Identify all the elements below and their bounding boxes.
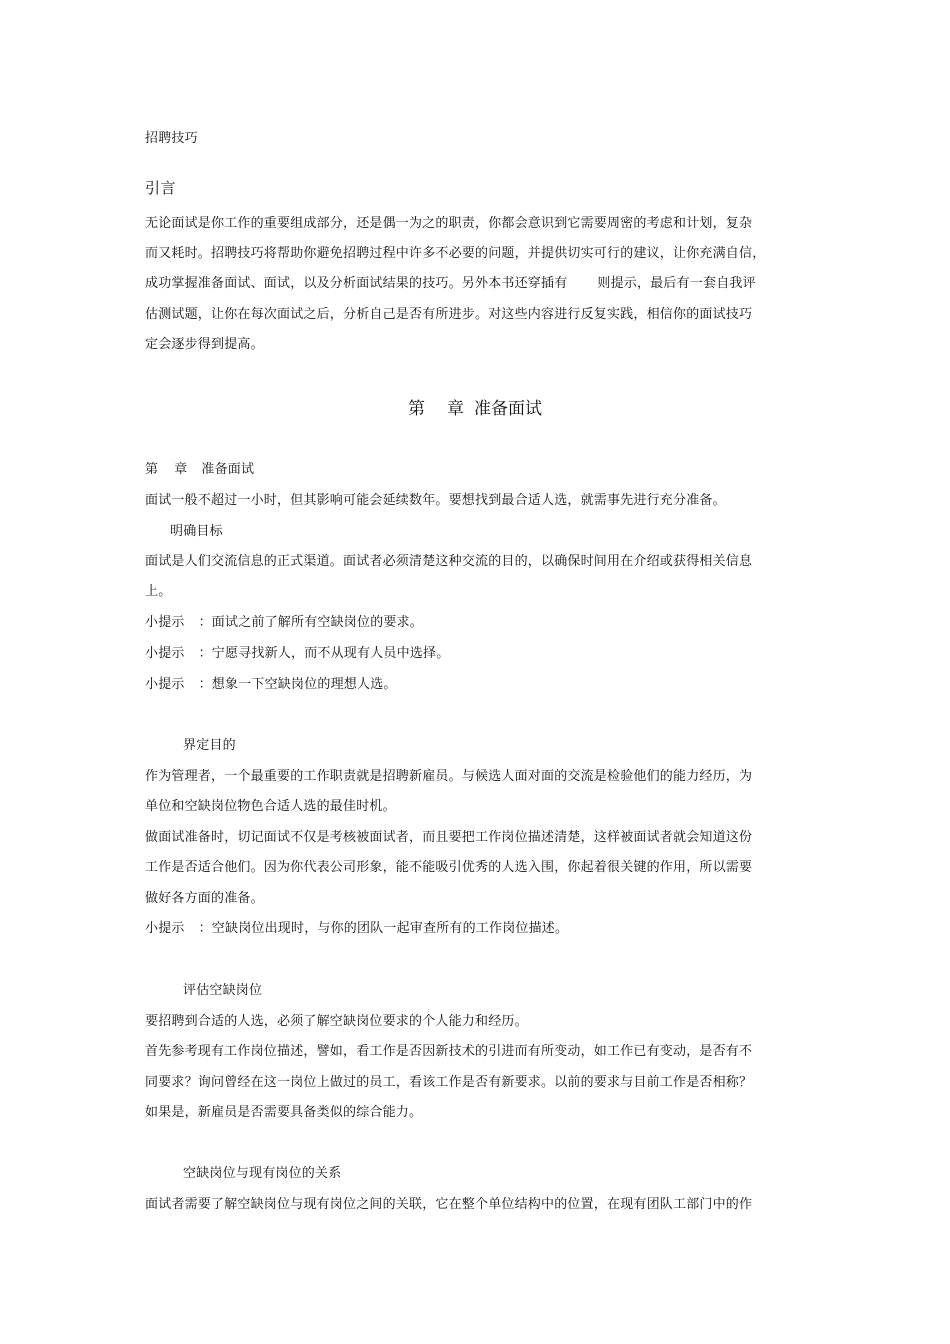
tip-line — [145, 921, 568, 937]
paragraph-line: 做面试准备时，切记面试不仅是考核被面试者，而且要把工作岗位描述清楚，这样被面试者就会知道这份 — [145, 830, 753, 845]
tip-line — [145, 615, 423, 631]
chapter-subheading-part: 章 — [174, 462, 188, 477]
document-title: 招聘技巧 — [145, 131, 198, 146]
tip-text: ：面试之前了解所有空缺岗位的要求。 — [198, 615, 424, 630]
paragraph-line: 同要求？询问曾经在这一岗位上做过的员工，看该工作是否有新要求。以前的要求与目前工作是否相称？ — [145, 1075, 753, 1090]
tip-text: ：宁愿寻找新人，而不从现有人员中选择。 — [198, 646, 450, 661]
paragraph-line: 面试是人们交流信息的正式渠道。面试者必须清楚这种交流的目的，以确保时间用在介绍或获得相关信息 — [145, 554, 753, 569]
chapter-title-part: 准备面试 — [474, 399, 542, 419]
tip-text: ：空缺岗位出现时，与你的团队一起审查所有的工作岗位描述。 — [198, 921, 569, 936]
intro-paragraph-text: 成功掌握准备面试、面试，以及分析面试结果的技巧。另外本书还穿插有 — [145, 276, 568, 291]
chapter-title-part: 章 — [447, 399, 464, 419]
chapter-title-part: 第 — [408, 399, 425, 419]
paragraph-line: 单位和空缺岗位物色合适人选的最佳时机。 — [145, 799, 396, 814]
paragraph-line: 工作是否适合他们。因为你代表公司形象，能不能吸引优秀的人选入围，你起着很关键的作用，所以需要 — [145, 860, 753, 875]
section-heading: 明确目标 — [170, 524, 223, 539]
chapter-subheading-part: 准备面试 — [201, 462, 255, 477]
section-heading: 空缺岗位与现有岗位的关系 — [183, 1166, 342, 1181]
intro-paragraph-line: 而又耗时。招聘技巧将帮助你避免招聘过程中许多不必要的问题，并提供切实可行的建议，让你充满自信， — [145, 246, 766, 261]
intro-paragraph-line: 估测试题，让你在每次面试之后，分析自己是否有所进步。对这些内容进行反复实践，相信你的面试技巧 — [145, 307, 753, 322]
tip-label: 小提示 — [145, 677, 185, 692]
paragraph-line: 首先参考现有工作岗位描述，譬如，看工作是否因新技术的引进而有所变动，如工作已有变动，是否有不 — [145, 1044, 753, 1059]
chapter-title — [0, 399, 950, 419]
tip-text: ：想象一下空缺岗位的理想人选。 — [198, 677, 397, 692]
chapter-subheading-part: 第 — [145, 462, 159, 477]
intro-paragraph-line — [145, 276, 756, 292]
paragraph-line: 上。 — [145, 584, 172, 599]
tip-label: 小提示 — [145, 615, 185, 630]
tip-label: 小提示 — [145, 921, 185, 936]
tip-line — [145, 646, 449, 662]
intro-paragraph-line: 定会逐步得到提高。 — [145, 337, 264, 352]
paragraph-line: 面试者需要了解空缺岗位与现有岗位之间的关联，它在整个单位结构中的位置，在现有团队工部门中的作 — [145, 1197, 753, 1212]
chapter-subheading — [145, 462, 254, 478]
section-heading: 评估空缺岗位 — [183, 983, 263, 998]
paragraph-line: 作为管理者，一个最重要的工作职责就是招聘新雇员。与候选人面对面的交流是检验他们的能力经历，为 — [145, 769, 753, 784]
intro-heading: 引言 — [145, 179, 177, 197]
tip-label: 小提示 — [145, 646, 185, 661]
section-heading: 界定目的 — [183, 738, 236, 753]
tip-line — [145, 677, 397, 693]
paragraph-line: 要招聘到合适的人选，必须了解空缺岗位要求的个人能力和经历。 — [145, 1014, 528, 1029]
intro-paragraph-text: 则提示，最后有一套自我评 — [597, 276, 756, 291]
paragraph-line: 做好各方面的准备。 — [145, 891, 264, 906]
paragraph-line: 如果是，新雇员是否需要具备类似的综合能力。 — [145, 1105, 423, 1120]
chapter-intro-line: 面试一般不超过一小时，但其影响可能会延续数年。要想找到最合适人选，就需事先进行充分准备。 — [145, 493, 726, 508]
intro-paragraph-line: 无论面试是你工作的重要组成部分，还是偶一为之的职责，你都会意识到它需要周密的考虑和计划，复杂 — [145, 216, 753, 231]
